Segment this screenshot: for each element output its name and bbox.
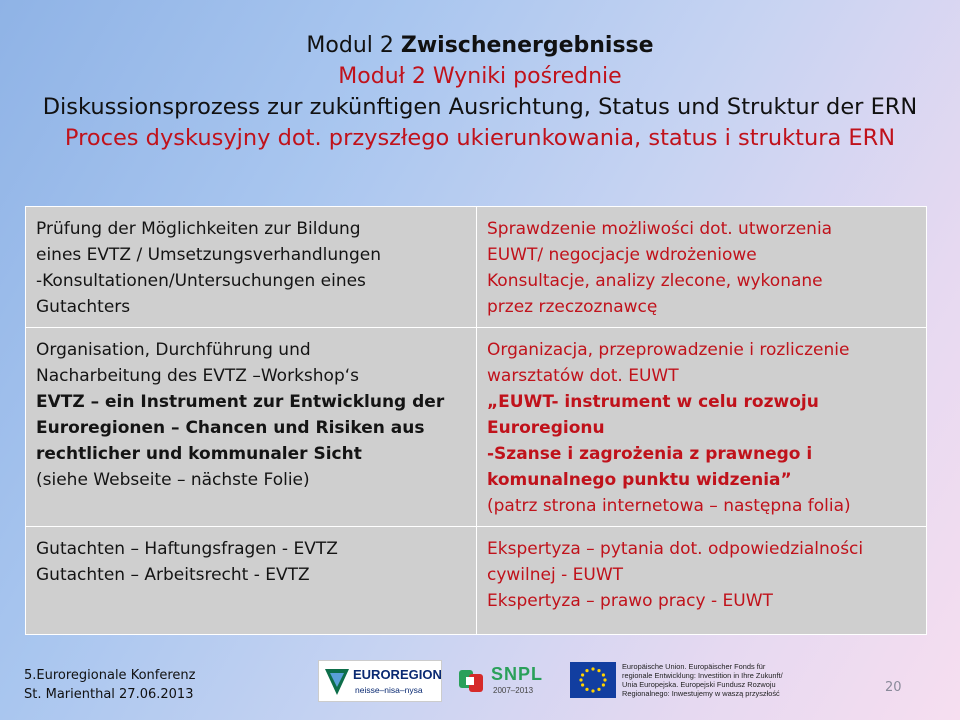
cell-de: Organisation, Durchführung und Nacharbeitung des EVTZ –Workshop‘s EVTZ – ein Instrument zur Entwicklung der Euroregionen – Chancen und Risiken aus rechtlicher und kommunaler Sicht (siehe Webseite – nächste Folie) (26, 328, 477, 527)
table-row (26, 328, 927, 527)
subtitle-de: Diskussionsprozess zur zukünftigen Ausrichtung, Status und Struktur der ERN (42, 94, 918, 120)
table-row (26, 207, 927, 328)
footer-conference: 5.Euroregionale Konferenz St. Marienthal 27.06.2013 (24, 668, 196, 702)
slide-title (0, 30, 960, 154)
table-row (26, 527, 927, 635)
cell-de: Gutachten – Haftungsfragen - EVTZ Gutachten – Arbeitsrecht - EVTZ (26, 527, 477, 635)
cell-de: Prüfung der Möglichkeiten zur Bildung eines EVTZ / Umsetzungsverhandlungen -Konsultationen/Untersuchungen eines Gutachters (26, 207, 477, 328)
title-de: Modul 2 Zwischenergebnisse (306, 33, 654, 58)
title-pl: Moduł 2 Wyniki pośrednie (338, 64, 622, 89)
subtitle-pl: Proces dyskusyjny dot. przyszłego ukierunkowania, status i struktura ERN (64, 125, 896, 151)
cell-pl: Sprawdzenie możliwości dot. utworzenia EUWT/ negocjacje wdrożeniowe Konsultacje, analizy zlecone, wykonane przez rzeczoznawcę (477, 207, 927, 328)
snpl-logo: SNPL 2007–2013 (455, 660, 550, 700)
euroregion-emblem-icon (323, 665, 351, 697)
cell-pl: Ekspertyza – pytania dot. odpowiedzialności cywilnej - EUWT Ekspertyza – prawo pracy - EUWT (477, 527, 927, 635)
eu-flag-icon (570, 662, 616, 698)
page-number: 20 (885, 680, 902, 695)
eu-logo: Europäische Union. Europäischer Fonds für regionale Entwicklung: Investition in Ihre Zukunft/ Unia Europejska. Europejski Fundusz Rozwoju Regionalnego: Inwestujemy w waszą przyszłość (570, 660, 790, 700)
euroregion-logo: EUROREGION neisse–nisa–nysa (318, 660, 442, 702)
content-table (25, 206, 927, 635)
cell-pl: Organizacja, przeprowadzenie i rozliczenie warsztatów dot. EUWT „EUWT- instrument w celu rozwoju Euroregionu -Szanse i zagrożenia z prawnego i komunalnego punktu widzenia” (patrz strona internetowa – następna folia) (477, 328, 927, 527)
snpl-emblem-icon (457, 666, 487, 696)
